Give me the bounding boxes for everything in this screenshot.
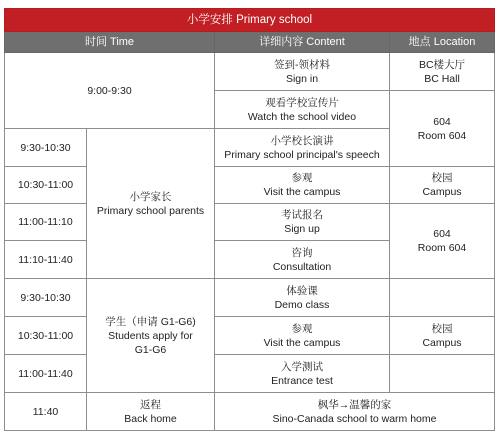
location-cell (390, 204, 495, 279)
table-row (5, 167, 495, 204)
table-title: 小学安排 Primary school (5, 9, 495, 32)
location-cell-empty (390, 355, 495, 393)
location-cell-empty (390, 279, 495, 317)
location-en: Campus (422, 186, 462, 198)
location-en: Room 604 (417, 242, 467, 254)
schedule-table (4, 8, 495, 431)
content-cn: 入学测试 (281, 360, 323, 373)
table-row (5, 355, 495, 393)
group-line-1: 学生（申请 G1-G6) (105, 315, 196, 328)
content-cn: 体验课 (286, 284, 318, 297)
content-en: Visit the campus (263, 336, 341, 349)
location-cell (390, 167, 495, 204)
content-en: Sino-Canada school to warm home (272, 412, 437, 425)
group-cell-return (87, 393, 215, 431)
table-row (5, 204, 495, 241)
location-en: Room 604 (417, 129, 467, 142)
content-cn: 枫华→温馨的家 (317, 398, 392, 411)
time-cell: 11:00-11:10 (5, 204, 87, 241)
content-en: Sign in (285, 72, 319, 85)
content-cn: 签到-领材料 (274, 58, 330, 71)
location-cell (390, 53, 495, 91)
content-en: Visit the campus (263, 186, 341, 198)
content-cn: 咨询 (291, 246, 313, 259)
content-en: Consultation (272, 260, 332, 273)
location-cell (390, 91, 495, 167)
group-en: Primary school parents (96, 204, 205, 217)
content-cell (215, 317, 390, 355)
content-cell (215, 129, 390, 167)
group-cell-parents (87, 129, 215, 279)
time-cell: 11:10-11:40 (5, 241, 87, 279)
content-cell (215, 241, 390, 279)
table-row (5, 317, 495, 355)
time-cell: 10:30-11:00 (5, 167, 87, 204)
content-cell (215, 355, 390, 393)
content-cell (215, 204, 390, 241)
location-cn: 604 (433, 228, 451, 240)
time-cell: 9:30-10:30 (5, 129, 87, 167)
group-line-3: G1-G6 (134, 343, 167, 356)
table-row (5, 53, 495, 91)
time-cell: 9:30-10:30 (5, 279, 87, 317)
content-cn: 参观 (291, 172, 313, 184)
content-cell (215, 393, 495, 431)
header-row (5, 32, 495, 53)
content-en: Watch the school video (247, 110, 357, 123)
content-en: Sign up (284, 223, 320, 235)
content-en: Primary school principal's speech (224, 148, 380, 161)
location-cn: 校园 (431, 322, 453, 335)
header-time: 时间 Time (5, 32, 215, 53)
content-cell (215, 91, 390, 129)
content-cn: 小学校长演讲 (270, 134, 334, 147)
time-cell: 11:00-11:40 (5, 355, 87, 393)
group-line-2: Students apply for (108, 329, 193, 342)
location-cn: 校园 (431, 172, 453, 184)
table-title-row (5, 9, 495, 32)
content-cell (215, 53, 390, 91)
content-cn: 考试报名 (281, 209, 323, 221)
location-cn: BC楼大厅 (418, 58, 466, 71)
group-cn: 返程 (140, 398, 161, 411)
group-en: Back home (124, 412, 177, 425)
group-cell-students (87, 279, 215, 393)
content-cell (215, 167, 390, 204)
time-cell: 9:00-9:30 (5, 53, 215, 129)
header-location: 地点 Location (390, 32, 495, 53)
content-en: Entrance test (271, 374, 333, 387)
table-row (5, 393, 495, 431)
location-en: Campus (422, 336, 462, 349)
content-cn: 参观 (291, 322, 313, 335)
location-cell (390, 317, 495, 355)
content-cn: 观看学校宣传片 (265, 96, 339, 109)
group-cn: 小学家长 (129, 190, 172, 203)
content-en: Demo class (274, 298, 330, 311)
content-cell (215, 279, 390, 317)
header-content: 详细内容 Content (215, 32, 390, 53)
table-row (5, 279, 495, 317)
time-cell: 10:30-11:00 (5, 317, 87, 355)
time-cell: 11:40 (5, 393, 87, 431)
location-en: BC Hall (424, 72, 460, 85)
location-cn: 604 (433, 115, 451, 128)
